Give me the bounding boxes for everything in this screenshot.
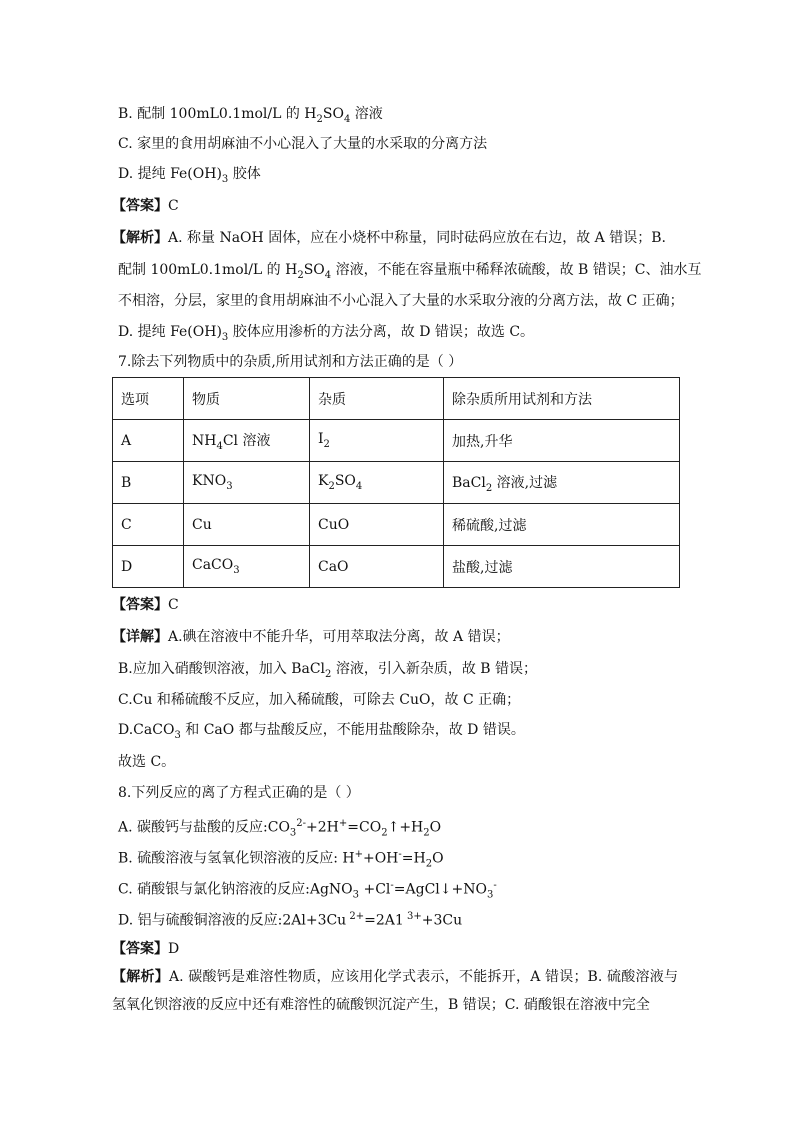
table-cell: $KNO_3$ — [184, 462, 310, 504]
q6-answer: 【答案】C — [112, 198, 179, 214]
q7-question: 7.除去下列物质中的杂质,所用试剂和方法正确的是（ ） — [118, 354, 463, 370]
q7-detail-line-2: B.应加入硝酸钡溶液，加入 BaCl$_2$ 溶液，引入新杂质，故 B 错误； — [118, 661, 538, 680]
q8-question: 8.下列反应的离了方程式正确的是（ ） — [118, 785, 360, 801]
table-header: 杂质 — [310, 378, 444, 420]
table-cell: 稀硫酸,过滤 — [444, 504, 680, 546]
q8-answer: 【答案】D — [112, 941, 180, 957]
q6-explanation-line-2: 配制 100mL0.1mol/L 的 $H_2SO_4$ 溶液，不能在容量瓶中稀释浓硫酸，故 B 错误；C、油水互 — [118, 262, 702, 281]
table-cell: 盐酸,过滤 — [444, 546, 680, 588]
table-header: 除杂质所用试剂和方法 — [444, 378, 680, 420]
table-cell: BaCl$_2$ 溶液,过滤 — [444, 462, 680, 504]
table-cell: CaO — [310, 546, 444, 588]
table-cell: A — [113, 420, 184, 462]
q8-option-d: D. 铝与硫酸铜溶液的反应:2Al+3Cu $^{2+}$=2A1 $^{3+}$+3Cu — [118, 911, 463, 929]
q8-option-c: C. 硝酸银与氯化钠溶液的反应:AgNO$_3$ $+Cl^-=AgCl↓+NO_3^-$ — [118, 880, 497, 901]
q6-explanation-line-1: 【解析】A. 称量 NaOH 固体，应在小烧杯中称量，同时砝码应放在右边，故 A 错误；B. — [112, 230, 666, 246]
table-header: 选项 — [113, 378, 184, 420]
q6-option-b: B. 配制 100mL0.1mol/L 的 $H_2SO_4$ 溶液 — [118, 106, 383, 125]
table-cell: $I_2$ — [310, 420, 444, 462]
q6-option-d: D. 提纯 $Fe(OH)_3$ 胶体 — [118, 166, 261, 185]
table-cell: $NH_4Cl$ 溶液 — [184, 420, 310, 462]
table-cell: $K_2SO_4$ — [310, 462, 444, 504]
q7-detail-line-5: 故选 C。 — [118, 754, 176, 770]
q8-option-b: B. 硫酸溶液与氢氧化钡溶液的反应: $H^++OH^-=H_2O$ — [118, 849, 444, 870]
q7-answer: 【答案】C — [112, 597, 179, 613]
table-cell: C — [113, 504, 184, 546]
table-header-row — [113, 378, 680, 420]
table-cell: Cu — [184, 504, 310, 546]
table-row — [113, 504, 680, 546]
q7-detail-line-1: 【详解】A.碘在溶液中不能升华，可用萃取法分离，故 A 错误； — [112, 629, 510, 645]
table-row — [113, 546, 680, 588]
table-row — [113, 462, 680, 504]
table-cell: CuO — [310, 504, 444, 546]
q8-option-a: A. 碳酸钙与盐酸的反应$:CO_3^{2-}+2H^+=CO_2↑+H_2O$ — [118, 818, 442, 839]
table-cell: 加热,升华 — [444, 420, 680, 462]
q8-explanation: 【解析】A. 碳酸钙是难溶性物质，应该用化学式表示，不能拆开，A 错误；B. 硫酸溶液与氢氧化钡溶液的反应中还有难溶性的硫酸钡沉淀产生，B 错误；C. 硝酸银在溶液中完全 — [112, 969, 678, 1013]
table-cell: B — [113, 462, 184, 504]
q6-option-c: C. 家里的食用胡麻油不小心混入了大量的水采取的分离方法 — [118, 136, 488, 152]
table-row — [113, 420, 680, 462]
q7-detail-line-4: D.CaCO$_3$ 和 CaO 都与盐酸反应，不能用盐酸除杂，故 D 错误。 — [118, 722, 525, 741]
q6-explanation-line-3: 不相溶，分层，家里的食用胡麻油不小心混入了大量的水采取分液的分离方法，故 C 正确； — [118, 293, 684, 309]
table-header: 物质 — [184, 378, 310, 420]
table-cell: D — [113, 546, 184, 588]
q7-table — [112, 377, 680, 588]
table-cell: CaCO$_3$ — [184, 546, 310, 588]
q7-detail-line-3: C.Cu 和稀硫酸不反应，加入稀硫酸，可除去 CuO，故 C 正确； — [118, 692, 521, 708]
q6-explanation-line-4: D. 提纯 $Fe(OH)_3$ 胶体应用渗析的方法分离，故 D 错误；故选 C。 — [118, 324, 535, 343]
